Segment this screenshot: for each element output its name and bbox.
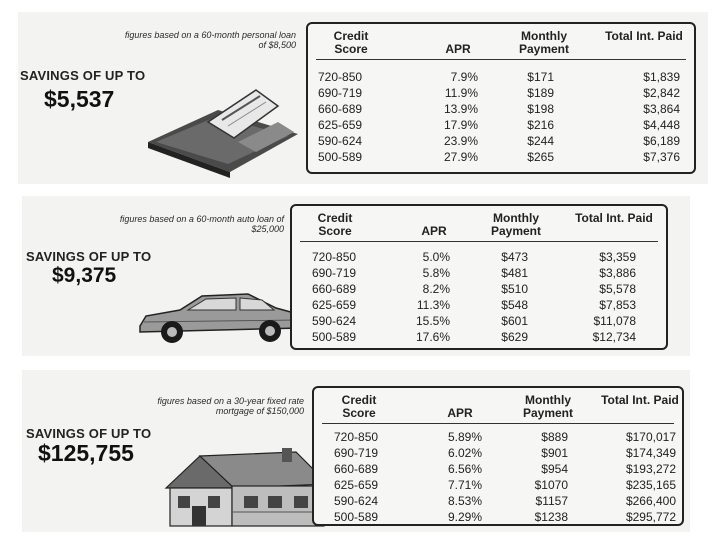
table-row: 720-850 5.89% $889 $170,017 — [334, 430, 676, 444]
table-row: 720-850 7.9% $171 $1,839 — [318, 70, 680, 84]
table-row: 625-659 7.71% $1070 $235,165 — [334, 478, 676, 492]
table-row: 690-719 11.9% $189 $2,842 — [318, 86, 680, 100]
header-total-interest: Total Int. Paid — [575, 211, 653, 225]
personal-loan-savings-amount: $5,537 — [44, 86, 115, 112]
mortgage-table — [312, 386, 684, 526]
auto-loan-savings-amount: $9,375 — [52, 264, 117, 287]
auto-loan-table — [290, 204, 668, 350]
table-row: 625-659 17.9% $216 $4,448 — [318, 118, 680, 132]
table-row: 690-719 5.8% $481 $3,886 — [312, 266, 636, 280]
auto-loan-note: figures based on a 60-month auto loan of $25,000 — [119, 214, 284, 234]
table-row: 590-624 8.53% $1157 $266,400 — [334, 494, 676, 508]
table-row: 720-850 5.0% $473 $3,359 — [312, 250, 636, 264]
personal-loan-table — [306, 22, 696, 174]
mortgage-savings-label: SAVINGS OF UP TO — [26, 426, 152, 441]
header-apr: APR — [447, 406, 473, 420]
header-total-interest: Total Int. Paid — [601, 393, 679, 407]
header-credit-score: Credit Score — [317, 211, 353, 238]
auto-loan-savings-label: SAVINGS OF UP TO — [26, 249, 152, 264]
header-divider — [316, 59, 686, 60]
wallet-card-icon — [138, 82, 304, 178]
table-row: 500-589 17.6% $629 $12,734 — [312, 330, 636, 344]
header-credit-score: Credit Score — [333, 29, 369, 56]
table-row: 500-589 9.29% $1238 $295,772 — [334, 510, 676, 524]
header-credit-score: Credit Score — [341, 393, 377, 420]
header-apr: APR — [421, 224, 447, 238]
mortgage-savings-amount: $125,755 — [38, 440, 134, 466]
mortgage-note: figures based on a 30-year fixed rate mortgage of $150,000 — [157, 396, 304, 416]
header-monthly-payment: Monthly Payment — [518, 29, 570, 56]
header-divider — [300, 241, 658, 242]
personal-loan-note: figures based on a 60-month personal loan of $8,500 — [124, 30, 296, 50]
house-icon — [164, 448, 332, 530]
table-row: 690-719 6.02% $901 $174,349 — [334, 446, 676, 460]
table-row: 590-624 23.9% $244 $6,189 — [318, 134, 680, 148]
header-monthly-payment: Monthly Payment — [522, 393, 574, 420]
car-icon — [136, 286, 304, 350]
header-total-interest: Total Int. Paid — [605, 29, 683, 43]
table-row: 660-689 6.56% $954 $193,272 — [334, 462, 676, 476]
personal-loan-savings-label: SAVINGS OF UP TO — [20, 68, 146, 83]
table-row: 500-589 27.9% $265 $7,376 — [318, 150, 680, 164]
table-row: 660-689 13.9% $198 $3,864 — [318, 102, 680, 116]
header-apr: APR — [445, 42, 471, 56]
table-row: 660-689 8.2% $510 $5,578 — [312, 282, 636, 296]
table-row: 590-624 15.5% $601 $11,078 — [312, 314, 636, 328]
table-row: 625-659 11.3% $548 $7,853 — [312, 298, 636, 312]
header-monthly-payment: Monthly Payment — [490, 211, 542, 238]
header-divider — [322, 423, 674, 424]
